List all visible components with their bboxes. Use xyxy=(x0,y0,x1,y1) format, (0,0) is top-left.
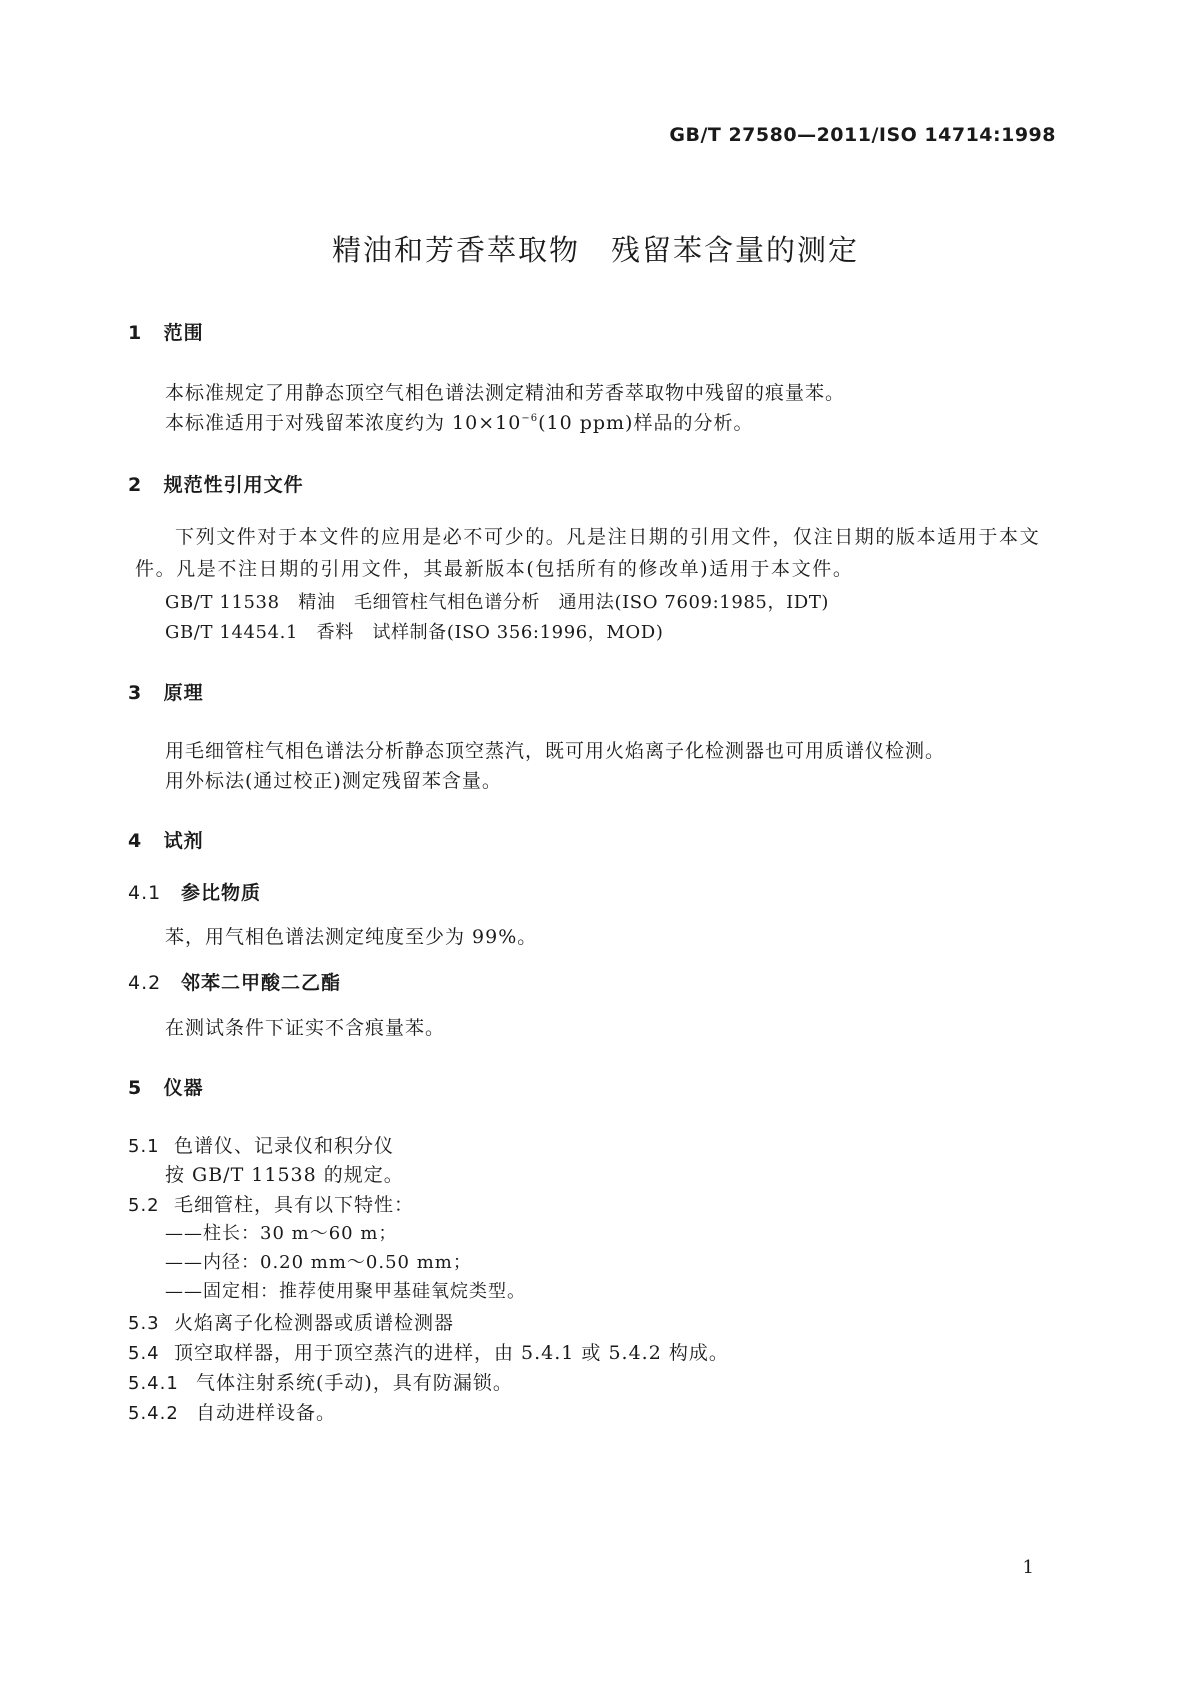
clause-5-4-2 xyxy=(128,1398,336,1425)
clause-text: 色谱仪、记录仪和积分仪 xyxy=(174,1135,395,1157)
section-5-heading xyxy=(128,1073,204,1100)
section-number: 3 xyxy=(128,682,143,704)
subsection-4-1-heading xyxy=(128,878,261,905)
subsection-number: 4.2 xyxy=(128,972,162,994)
clause-5-1 xyxy=(128,1131,394,1158)
subsection-title: 邻苯二甲酸二乙酯 xyxy=(181,972,342,994)
clause-text: 气体注射系统(手动)，具有防漏锁。 xyxy=(196,1372,513,1394)
normative-reference: GB/T 14454.1 香料 试样制备(ISO 356:1996，MOD) xyxy=(165,622,664,643)
subsection-number: 4.1 xyxy=(128,882,162,904)
section-number: 1 xyxy=(128,322,143,344)
section-number: 4 xyxy=(128,830,143,852)
paragraph: 用外标法(通过校正)测定残留苯含量。 xyxy=(165,770,502,792)
section-2-heading xyxy=(128,470,304,497)
section-title: 仪器 xyxy=(163,1077,204,1099)
normative-reference: GB/T 11538 精油 毛细管柱气相色谱分析 通用法(ISO 7609:1985，IDT) xyxy=(165,592,830,613)
paragraph: 用毛细管柱气相色谱法分析静态顶空蒸汽，既可用火焰离子化检测器也可用质谱仪检测。 xyxy=(165,740,946,762)
page-number: 1 xyxy=(1022,1557,1034,1578)
superscript: −6 xyxy=(521,413,539,424)
standard-number: GB/T 27580—2011/ISO 14714:1998 xyxy=(669,124,1056,146)
clause-number: 5.4.1 xyxy=(128,1373,179,1394)
subsection-title: 参比物质 xyxy=(181,882,262,904)
section-number: 2 xyxy=(128,474,143,496)
section-4-heading xyxy=(128,826,204,853)
section-title: 试剂 xyxy=(163,830,204,852)
section-1-heading xyxy=(128,318,204,345)
list-item: ——柱长：30 m～60 m； xyxy=(165,1223,398,1244)
clause-number: 5.2 xyxy=(128,1195,160,1216)
paragraph: 苯，用气相色谱法测定纯度至少为 99%。 xyxy=(165,926,538,948)
clause-note: 按 GB/T 11538 的规定。 xyxy=(165,1164,404,1186)
document-title: 精油和芳香萃取物 残留苯含量的测定 xyxy=(331,233,859,267)
clause-number: 5.4 xyxy=(128,1343,160,1364)
clause-5-4 xyxy=(128,1338,729,1365)
paragraph: 下列文件对于本文件的应用是必不可少的。凡是注日期的引用文件，仅注日期的版本适用于本文件。凡是不注日期的引用文件，其最新版本(包括所有的修改单)适用于本文件。 xyxy=(135,526,1041,580)
clause-5-3 xyxy=(128,1308,454,1335)
clause-text: 毛细管柱，具有以下特性： xyxy=(174,1194,415,1216)
clause-text: 火焰离子化检测器或质谱检测器 xyxy=(174,1312,455,1334)
section-3-heading xyxy=(128,678,204,705)
clause-text: 顶空取样器，用于顶空蒸汽的进样，由 5.4.1 或 5.4.2 构成。 xyxy=(174,1342,729,1364)
subsection-4-2-heading xyxy=(128,968,341,995)
clause-number: 5.1 xyxy=(128,1136,160,1157)
text: 本标准适用于对残留苯浓度约为 10×10 xyxy=(165,412,522,434)
section-title: 规范性引用文件 xyxy=(163,474,304,496)
clause-number: 5.4.2 xyxy=(128,1403,179,1424)
section-title: 范围 xyxy=(163,322,204,344)
clause-5-4-1 xyxy=(128,1368,513,1395)
paragraph: 本标准规定了用静态顶空气相色谱法测定精油和芳香萃取物中残留的痕量苯。 xyxy=(165,382,846,404)
clause-5-2 xyxy=(128,1190,414,1217)
text: (10 ppm)样品的分析。 xyxy=(538,412,754,434)
paragraph: 在测试条件下证实不含痕量苯。 xyxy=(165,1017,446,1039)
clause-number: 5.3 xyxy=(128,1313,160,1334)
clause-text: 自动进样设备。 xyxy=(196,1402,337,1424)
list-item: ——固定相：推荐使用聚甲基硅氧烷类型。 xyxy=(165,1281,526,1302)
list-item: ——内径：0.20 mm～0.50 mm； xyxy=(165,1252,472,1273)
paragraph xyxy=(165,408,753,435)
section-number: 5 xyxy=(128,1077,143,1099)
section-title: 原理 xyxy=(163,682,204,704)
